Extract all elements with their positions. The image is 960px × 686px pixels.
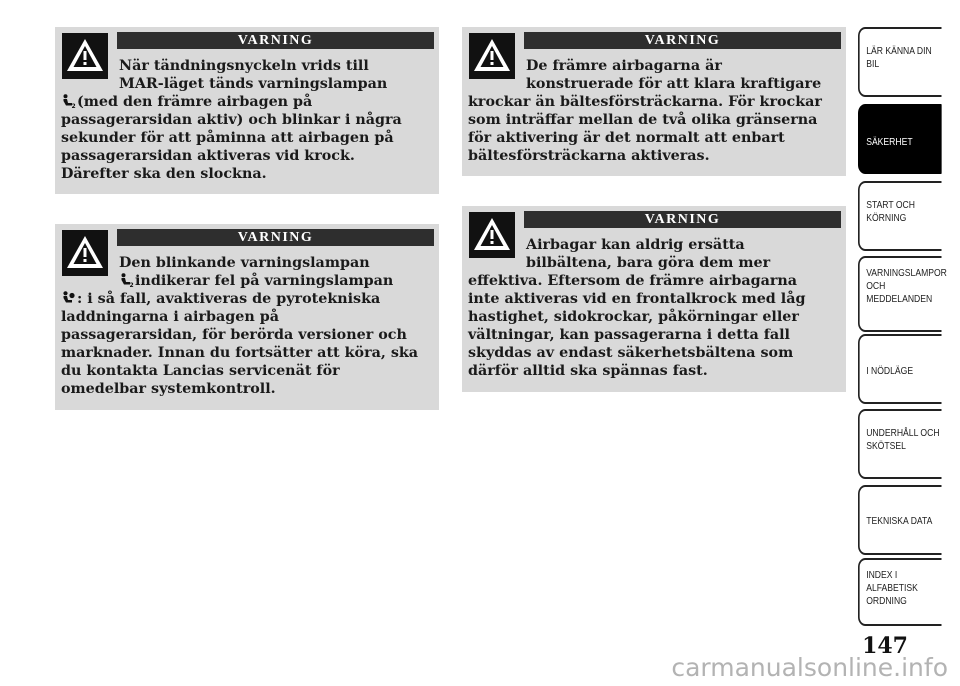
warning-header: VARNING [117,229,434,246]
text-line: sekunder för att påminna att airbagen på [61,130,394,146]
text-line: bilbältena, bara göra dem mer [526,255,771,271]
page-number: 147 [862,633,908,659]
warning-text [468,57,840,165]
warning-box-4 [462,206,846,392]
warning-text [61,57,433,183]
text-line: passagerarsidan, för berörda versioner och [61,327,407,343]
svg-text:2: 2 [71,103,76,110]
text-line-with-icon [61,272,393,290]
warning-text [468,236,840,380]
text-line: vältningar, kan passagerarna i detta fall [468,327,790,343]
text-line: Därefter ska den slockna. [61,166,267,182]
tab-tekniska-data[interactable]: TEKNISKA DATA [858,485,942,555]
passenger-airbag-off-icon [61,94,75,108]
warning-box-1 [55,27,439,194]
text-line: laddningarna i airbagen på [61,309,279,325]
warning-header: VARNING [524,32,841,49]
text-line: marknader. Innan du fortsätter att köra, ska [61,345,419,361]
tab-index[interactable]: INDEX I ALFABETISK ORDNING [858,558,942,626]
text-line: (med den främre airbagen på [77,94,313,110]
svg-text:2: 2 [129,282,134,289]
text-line: effektiva. Eftersom de främre airbagarna [468,273,798,289]
warning-header: VARNING [524,211,841,228]
tab-sakerhet[interactable]: SÄKERHET [858,104,942,174]
text-line: konstruerade för att klara kraftigare [526,76,822,92]
text-line: Den blinkande varningslampan [119,255,370,271]
text-line: hastighet, sidokrockar, påkörningar eller [468,309,799,325]
text-line: som inträffar mellan de två olika gränserna [468,112,818,128]
text-line: därför alltid ska spännas fast. [468,363,708,379]
warning-box-3 [462,27,846,176]
warning-header: VARNING [117,32,434,49]
text-line: krockar än bältesförsträckarna. För krockar [468,94,822,110]
text-line: När tändningsnyckeln vrids till [119,58,369,74]
text-line: för aktivering är det normalt att enbart [468,130,785,146]
tab-start-och-korning[interactable]: START OCH KÖRNING [858,181,942,251]
warning-box-2 [55,224,439,410]
tab-i-nodlage[interactable]: I NÖDLÄGE [858,334,942,404]
text-line: du kontakta Lancias servicenät för [61,363,340,379]
watermark: carmanualsonline.info [671,653,948,682]
text-line: passagerarsidan aktiv) och blinkar i några [61,112,402,128]
airbag-warning-icon [61,291,75,305]
tab-lar-kanna-din-bil[interactable]: LÄR KÄNNA DIN BIL [858,27,942,97]
tab-underhall-och-skotsel[interactable]: UNDERHÅLL OCH SKÖTSEL [858,409,942,479]
text-line: MAR-läget tänds varningslampan [119,76,388,92]
warning-text [61,254,433,398]
text-line: omedelbar systemkontroll. [61,381,276,397]
text-line: bältesförsträckarna aktiveras. [468,148,710,164]
text-line: skyddas av endast säkerhetsbältena som [468,345,794,361]
text-line: inte aktiveras vid en frontalkrock med låg [468,291,806,307]
text-line: De främre airbagarna är [526,58,722,74]
passenger-airbag-off-icon [119,273,133,287]
text-line: passagerarsidan aktiveras vid krock. [61,148,355,164]
chapter-tabs [858,0,960,686]
text-line: : i så fall, avaktiveras de pyrotekniska [77,291,381,307]
tab-varningslampor[interactable]: VARNINGSLAMPOR OCH MEDDELANDEN [858,256,942,332]
text-line: indikerar fel på varningslampan [135,273,394,289]
text-line: Airbagar kan aldrig ersätta [526,237,745,253]
